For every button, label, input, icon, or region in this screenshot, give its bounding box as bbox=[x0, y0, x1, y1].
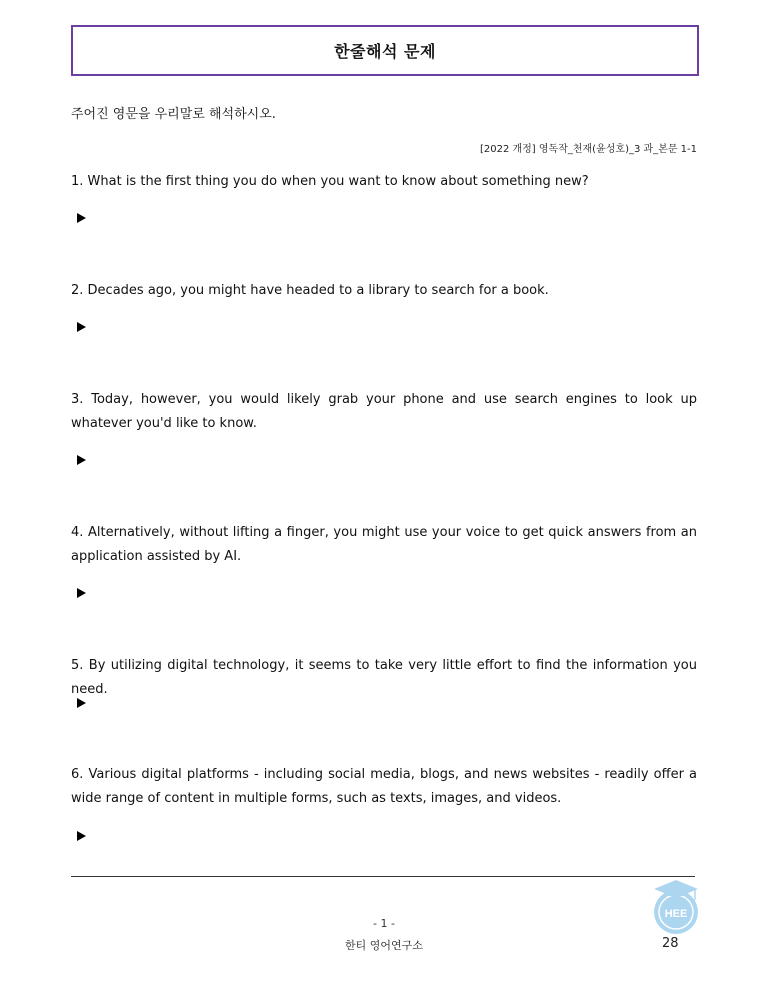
answer-arrow-icon bbox=[77, 213, 86, 223]
answer-arrow-icon bbox=[77, 831, 86, 841]
question-1: 1. What is the first thing you do when you want to know about something new? bbox=[71, 174, 589, 189]
instruction-text: 주어진 영문을 우리말로 해석하시오. bbox=[71, 107, 276, 122]
page-number: 28 bbox=[662, 936, 679, 951]
answer-arrow-icon bbox=[77, 698, 86, 708]
page-label: - 1 - bbox=[373, 917, 395, 930]
question-4: 4. Alternatively, without lifting a finger, you might use your voice to get quick answers from an application assisted by AI. bbox=[71, 525, 697, 564]
footer-divider bbox=[71, 876, 695, 877]
answer-arrow-icon bbox=[77, 322, 86, 332]
title-box bbox=[71, 25, 699, 76]
answer-arrow-icon bbox=[77, 455, 86, 465]
question-6: 6. Various digital platforms - including social media, blogs, and news websites - readily offer a wide range of content in multiple forms, such as texts, images, and videos. bbox=[71, 767, 697, 806]
answer-arrow-icon bbox=[77, 588, 86, 598]
page-title: 한줄해석 문제 bbox=[334, 42, 436, 61]
org-name: 한티 영어연구소 bbox=[345, 939, 423, 952]
question-5: 5. By utilizing digital technology, it seems to take very little effort to find the information you need. bbox=[71, 658, 697, 697]
source-label: [2022 개정] 영독작_천재(윤성호)_3 과_본문 1-1 bbox=[479, 144, 697, 155]
logo-text: HEE bbox=[664, 908, 688, 920]
question-3: 3. Today, however, you would likely grab your phone and use search engines to look up whatever you'd like to know. bbox=[71, 392, 697, 431]
question-2: 2. Decades ago, you might have headed to a library to search for a book. bbox=[71, 283, 549, 298]
